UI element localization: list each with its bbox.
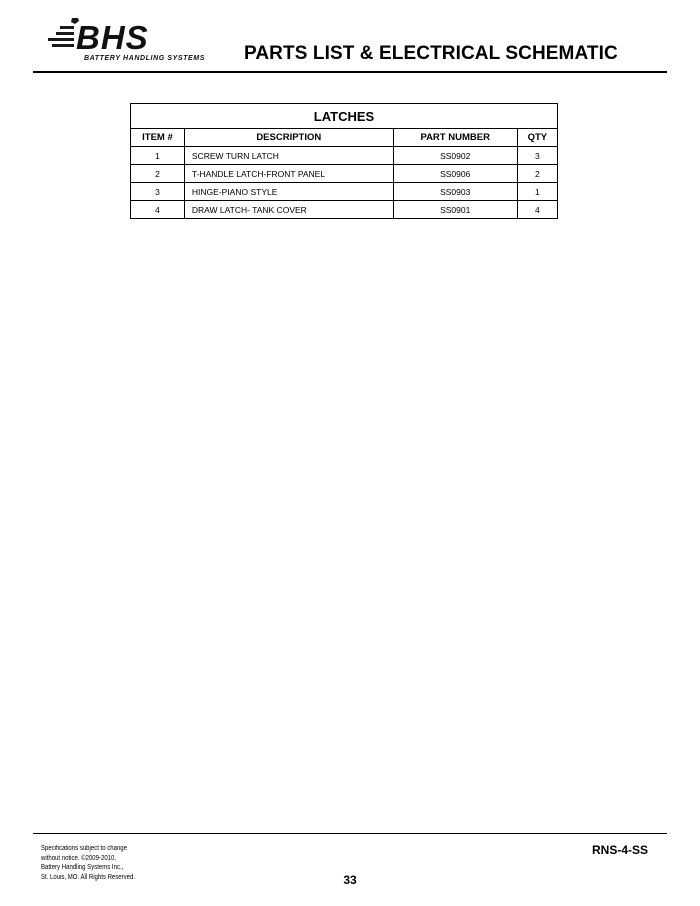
table-row [131, 165, 558, 183]
bhs-logo [48, 16, 218, 62]
table-row [131, 201, 558, 219]
page-number: 33 [343, 873, 357, 887]
document-code: RNS-4-SS [591, 843, 648, 857]
latches-table [130, 103, 558, 219]
copyright-line: Specifications subject to change [41, 845, 128, 852]
footer-divider [33, 833, 667, 834]
page-title: PARTS LIST & ELECTRICAL SCHEMATIC [244, 43, 618, 64]
part-number: SS0901 [393, 201, 517, 219]
table-row [131, 147, 558, 165]
item-number: 2 [131, 165, 185, 183]
quantity: 4 [517, 201, 557, 219]
logo-tagline: BATTERY HANDLING SYSTEMS [84, 55, 205, 62]
part-number: SS0902 [393, 147, 517, 165]
table-header-row [131, 129, 558, 147]
header-divider [33, 71, 667, 73]
item-description: DRAW LATCH- TANK COVER [184, 201, 393, 219]
copyright-line: St. Louis, MO. All Rights Reserved. [41, 873, 136, 881]
copyright-line: Battery Handling Systems Inc., [41, 864, 124, 872]
part-number: SS0903 [393, 183, 517, 201]
item-description: T-HANDLE LATCH-FRONT PANEL [184, 165, 393, 183]
item-number: 1 [131, 147, 185, 165]
quantity: 3 [517, 147, 557, 165]
column-header-part-number: PART NUMBER [393, 129, 517, 147]
column-header-item: ITEM # [131, 129, 185, 147]
table-caption: LATCHES [131, 104, 558, 129]
logo-wordmark: BHS [76, 19, 149, 56]
item-description: HINGE-PIANO STYLE [184, 183, 393, 201]
item-number: 4 [131, 201, 185, 219]
column-header-description: DESCRIPTION [184, 129, 393, 147]
part-number: SS0906 [393, 165, 517, 183]
quantity: 1 [517, 183, 557, 201]
quantity: 2 [517, 165, 557, 183]
copyright-line: without notice. ©2009-2010, [41, 854, 117, 862]
column-header-qty: QTY [517, 129, 557, 147]
item-description: SCREW TURN LATCH [184, 147, 393, 165]
table-row [131, 183, 558, 201]
item-number: 3 [131, 183, 185, 201]
